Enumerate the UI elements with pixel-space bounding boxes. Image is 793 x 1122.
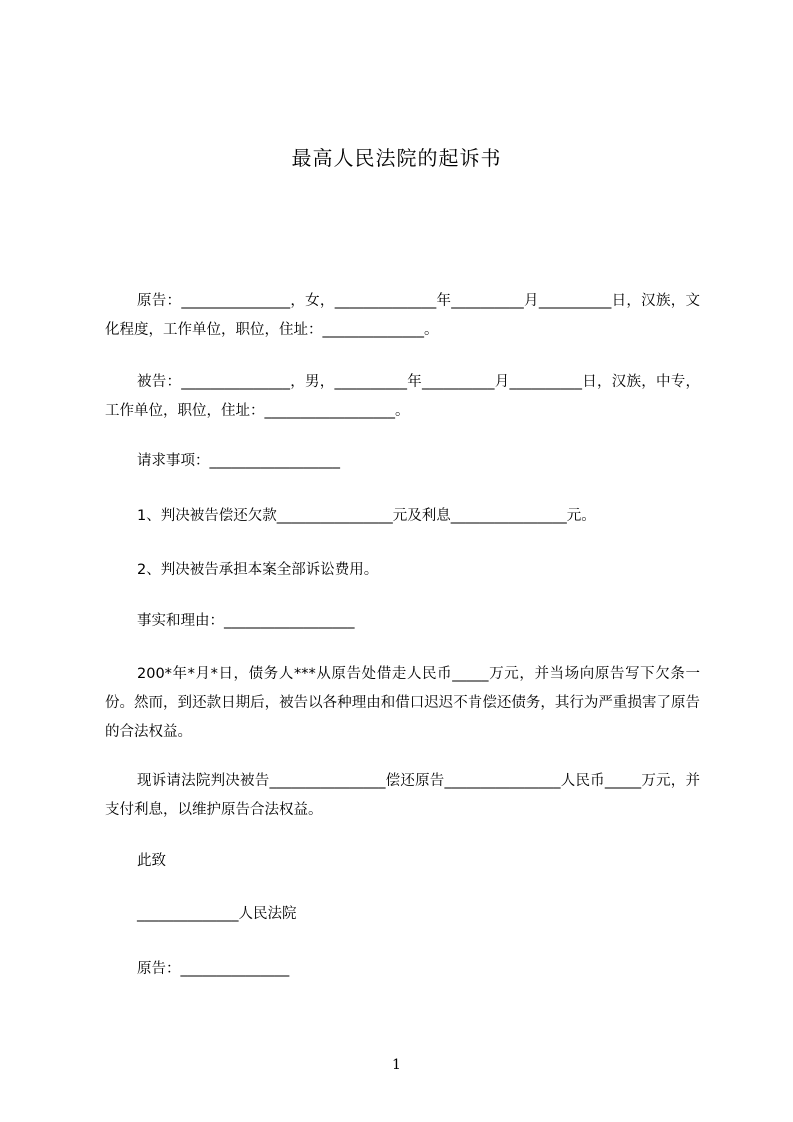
- defendant-info: 被告：_______________，男，__________年__________月__________日，汉族，中专，工作单位，职位，住址：__________________。: [105, 374, 700, 419]
- court-name: ______________人民法院: [137, 906, 297, 922]
- facts-body: 200*年*月*日，债务人***从原告处借走人民币_____万元，并当场向原告写下欠条一份。然而，到还款日期后，被告以各种理由和借口迟迟不肯偿还债务，其行为严重损害了原告的合法权益。: [105, 666, 700, 740]
- claims-heading: 请求事项：__________________: [137, 453, 340, 469]
- request-paragraph: 现诉请法院判决被告________________偿还原告________________人民币_____万元，并支付利息，以维护原告合法权益。: [105, 773, 700, 818]
- page-number: 1: [392, 1057, 401, 1073]
- plaintiff-signature: 原告：_______________: [137, 961, 290, 977]
- claim-item-2: 2、判决被告承担本案全部诉讼费用。: [137, 562, 379, 578]
- claim-item-1: 1、判决被告偿还欠款________________元及利息________________元。: [137, 508, 596, 524]
- facts-heading: 事实和理由：__________________: [137, 613, 355, 629]
- document-title: 最高人民法院的起诉书: [291, 146, 502, 170]
- plaintiff-info: 原告：_______________，女，______________年__________月__________日，汉族，文化程度，工作单位，职位，住址：______________。: [105, 293, 700, 338]
- closing-salutation: 此致: [137, 853, 166, 869]
